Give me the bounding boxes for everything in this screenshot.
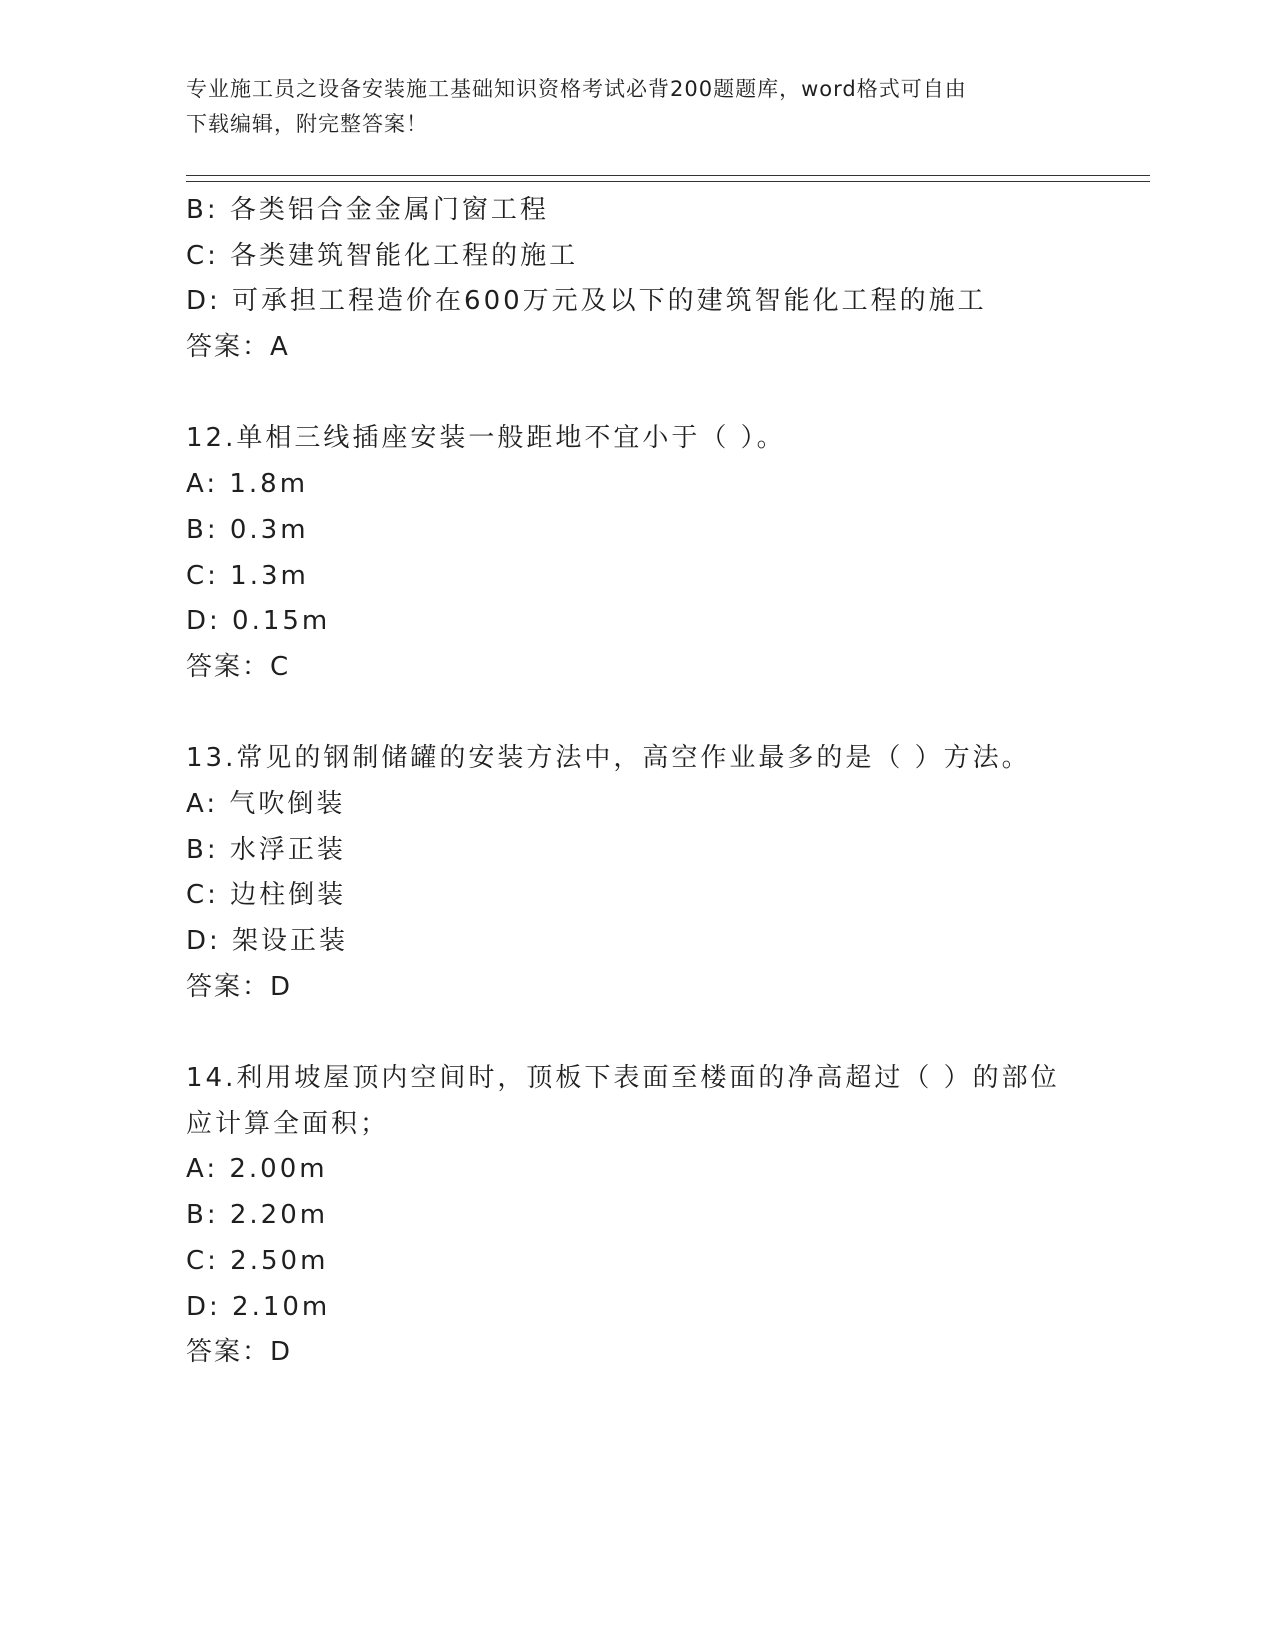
option-a: A: 气吹倒装 xyxy=(186,788,346,819)
question-stem: 12.单相三线插座安装一般距地不宜小于（ ）。 xyxy=(186,423,786,454)
answer: 答案：D xyxy=(186,971,293,1002)
option-a: A: 2.00m xyxy=(186,1154,328,1185)
question-block-14 xyxy=(186,1056,1086,1376)
question-block-12 xyxy=(186,416,1086,690)
option-d: D: 0.15m xyxy=(186,606,331,637)
answer: 答案：D xyxy=(186,1337,293,1368)
question-block-prev xyxy=(186,188,1086,371)
question-stem-line-2: 应计算全面积； xyxy=(186,1108,390,1139)
header-divider-bottom xyxy=(186,181,1150,182)
spacer xyxy=(186,691,1086,737)
option-c: C: 各类建筑智能化工程的施工 xyxy=(186,240,579,271)
option-d: D: 2.10m xyxy=(186,1291,331,1322)
header-line-2: 下载编辑，附完整答案！ xyxy=(186,112,428,136)
header-line-1: 专业施工员之设备安装施工基础知识资格考试必背200题题库，word格式可自由 xyxy=(186,77,967,101)
spacer xyxy=(186,1010,1086,1056)
option-b: B: 2.20m xyxy=(186,1200,329,1231)
option-b: B: 0.3m xyxy=(186,514,309,545)
question-list xyxy=(186,188,1086,1376)
spacer xyxy=(186,371,1086,417)
answer: 答案：C xyxy=(186,651,291,682)
option-b: B: 水浮正装 xyxy=(186,834,346,865)
option-c: C: 边柱倒装 xyxy=(186,880,347,911)
answer: 答案：A xyxy=(186,332,290,363)
question-block-13 xyxy=(186,736,1086,1010)
option-c: C: 1.3m xyxy=(186,560,309,591)
option-d: D: 可承担工程造价在600万元及以下的建筑智能化工程的施工 xyxy=(186,286,987,317)
document-header xyxy=(186,72,1086,142)
option-b: B: 各类铝合金金属门窗工程 xyxy=(186,195,549,225)
question-stem: 13.常见的钢制储罐的安装方法中，高空作业最多的是（ ）方法。 xyxy=(186,743,1031,774)
option-d: D: 架设正装 xyxy=(186,926,349,956)
option-a: A: 1.8m xyxy=(186,469,309,500)
question-stem-line-1: 14.利用坡屋顶内空间时，顶板下表面至楼面的净高超过（ ）的部位 xyxy=(186,1063,1060,1094)
option-c: C: 2.50m xyxy=(186,1245,329,1276)
header-divider-top xyxy=(186,175,1150,176)
